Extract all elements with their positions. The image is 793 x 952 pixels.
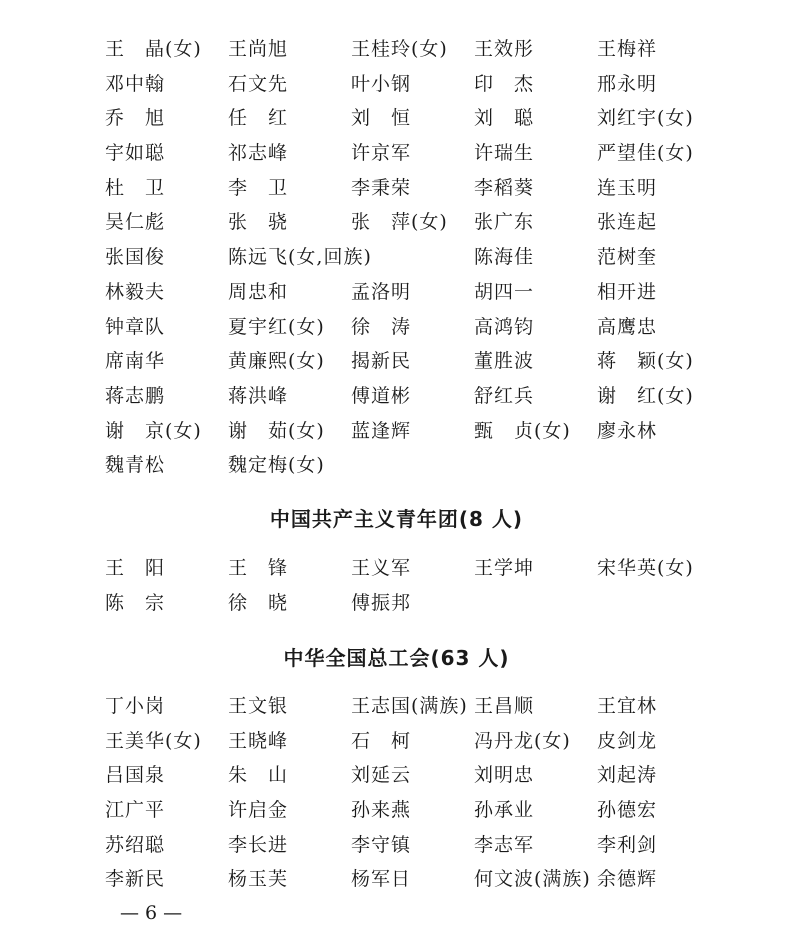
member-name: 蓝逢辉 [351, 419, 412, 442]
member-name: 吕国泉 [105, 764, 166, 787]
member-name: 李 卫 [228, 176, 289, 199]
member-name: 石文先 [228, 72, 289, 95]
member-name [597, 448, 720, 483]
member-name: 王 阳 [105, 557, 166, 579]
member-name: 魏定梅(女) [228, 454, 325, 477]
member-name: 连玉明 [597, 176, 658, 199]
page-number: — 6 — [120, 902, 183, 924]
member-name: 丁小岗 [105, 695, 166, 717]
member-name: 余德辉 [597, 868, 658, 891]
name-row [105, 205, 725, 240]
member-name [351, 448, 474, 483]
member-name: 刘延云 [351, 764, 412, 787]
name-row [105, 240, 725, 275]
member-name: 王昌顺 [474, 695, 535, 717]
member-name: 刘 恒 [351, 107, 412, 130]
name-row [105, 758, 725, 793]
name-row [105, 551, 725, 586]
member-name: 王尚旭 [228, 38, 289, 60]
member-name: 宇如聪 [105, 142, 166, 165]
member-name [474, 586, 597, 621]
member-name: 许启金 [228, 799, 289, 822]
member-name: 孟洛明 [351, 280, 412, 303]
name-row [105, 689, 725, 724]
name-list-section-1 [105, 32, 725, 483]
member-name: 廖永林 [597, 419, 658, 442]
member-name: 陈 宗 [105, 591, 166, 614]
name-row [105, 586, 725, 621]
member-name: 吴仁彪 [105, 211, 166, 234]
member-name: 刘 聪 [474, 107, 535, 130]
name-row [105, 101, 725, 136]
member-name: 石 柯 [351, 729, 412, 752]
name-row [105, 379, 725, 414]
member-name: 揭新民 [351, 350, 412, 373]
name-row [105, 67, 725, 102]
member-name: 孙承业 [474, 799, 535, 822]
member-name: 印 杰 [474, 72, 535, 95]
member-name: 叶小钢 [351, 72, 412, 95]
member-name: 邢永明 [597, 72, 658, 95]
member-name: 杨军日 [351, 868, 412, 891]
member-name: 乔 旭 [105, 107, 166, 130]
member-name: 王梅祥 [597, 38, 658, 60]
name-row [105, 136, 725, 171]
member-name: 蒋志鹏 [105, 384, 166, 407]
name-row [105, 32, 725, 67]
section-title-youth-league: 中国共产主义青年团(8 人) [269, 507, 524, 531]
member-name: 魏青松 [105, 454, 166, 477]
member-name: 徐 涛 [351, 315, 412, 338]
member-name: 王 锋 [228, 557, 289, 579]
member-name: 许瑞生 [474, 142, 535, 165]
member-name: 任 红 [228, 107, 289, 130]
member-name [351, 240, 474, 275]
member-name: 谢 茹(女) [228, 419, 325, 442]
name-row [105, 275, 725, 310]
member-name: 黄廉熙(女) [228, 350, 325, 373]
member-name: 高鹰忠 [597, 315, 658, 338]
member-name: 王晓峰 [228, 729, 289, 752]
name-row [105, 828, 725, 863]
member-name: 蒋洪峰 [228, 384, 289, 407]
member-name: 皮剑龙 [597, 729, 658, 752]
member-name: 范树奎 [597, 246, 658, 269]
member-name: 王 晶(女) [105, 38, 202, 60]
member-name: 谢 京(女) [105, 419, 202, 442]
member-name: 王文银 [228, 695, 289, 717]
member-name: 相开进 [597, 280, 658, 303]
member-name: 夏宇红(女) [228, 315, 325, 338]
member-name: 李利剑 [597, 833, 658, 856]
name-row [105, 344, 725, 379]
member-name: 宋华英(女) [597, 557, 694, 579]
member-name: 林毅夫 [105, 280, 166, 303]
name-row [105, 414, 725, 449]
member-name [597, 586, 720, 621]
name-row [105, 724, 725, 759]
member-name: 蒋 颖(女) [597, 350, 694, 373]
member-name: 王美华(女) [105, 729, 202, 752]
member-name: 李稻葵 [474, 176, 535, 199]
member-name: 严望佳(女) [597, 142, 694, 165]
name-list-section-3 [105, 689, 725, 897]
member-name: 何文波(满族) [474, 868, 591, 891]
member-name: 冯丹龙(女) [474, 729, 571, 752]
member-name: 胡四一 [474, 280, 535, 303]
name-row [105, 862, 725, 897]
member-name: 董胜波 [474, 350, 535, 373]
name-row [105, 171, 725, 206]
member-name: 傅道彬 [351, 384, 412, 407]
member-name: 钟章队 [105, 315, 166, 338]
member-name: 孙德宏 [597, 799, 658, 822]
member-name: 王志国(满族) [351, 695, 468, 717]
member-name: 张国俊 [105, 246, 166, 269]
member-name: 周忠和 [228, 280, 289, 303]
member-name: 王学坤 [474, 557, 535, 579]
member-name: 席南华 [105, 350, 166, 373]
member-name: 邓中翰 [105, 72, 166, 95]
member-name: 张广东 [474, 211, 535, 234]
member-name: 李守镇 [351, 833, 412, 856]
member-name: 王宜林 [597, 695, 658, 717]
name-row [105, 793, 725, 828]
member-name: 陈远飞(女,回族) [228, 246, 372, 269]
name-row [105, 448, 725, 483]
member-name [474, 448, 597, 483]
member-name: 王效彤 [474, 38, 535, 60]
member-name: 王义军 [351, 557, 412, 579]
member-name: 朱 山 [228, 764, 289, 787]
member-name: 谢 红(女) [597, 384, 694, 407]
member-name: 傅振邦 [351, 591, 412, 614]
member-name: 李新民 [105, 868, 166, 891]
member-name: 舒红兵 [474, 384, 535, 407]
member-name: 王桂玲(女) [351, 38, 448, 60]
member-name: 张 骁 [228, 211, 289, 234]
member-name: 许京军 [351, 142, 412, 165]
member-name: 杜 卫 [105, 176, 166, 199]
member-name: 刘明忠 [474, 764, 535, 787]
member-name: 杨玉芙 [228, 868, 289, 891]
name-list-section-2 [105, 551, 725, 620]
member-name: 张连起 [597, 211, 658, 234]
member-name: 孙来燕 [351, 799, 412, 822]
member-name: 江广平 [105, 799, 166, 822]
member-name: 高鸿钧 [474, 315, 535, 338]
member-name: 张 萍(女) [351, 211, 448, 234]
member-name: 李秉荣 [351, 176, 412, 199]
member-name: 李长进 [228, 833, 289, 856]
member-name: 陈海佳 [474, 246, 535, 269]
member-name: 苏绍聪 [105, 833, 166, 856]
name-row [105, 310, 725, 345]
member-name: 甄 贞(女) [474, 419, 571, 442]
member-name: 祁志峰 [228, 142, 289, 165]
member-name: 刘起涛 [597, 764, 658, 787]
section-title-trade-union: 中华全国总工会(63 人) [283, 646, 510, 670]
member-name: 刘红宇(女) [597, 107, 694, 130]
member-name: 徐 晓 [228, 591, 289, 614]
member-name: 李志军 [474, 833, 535, 856]
